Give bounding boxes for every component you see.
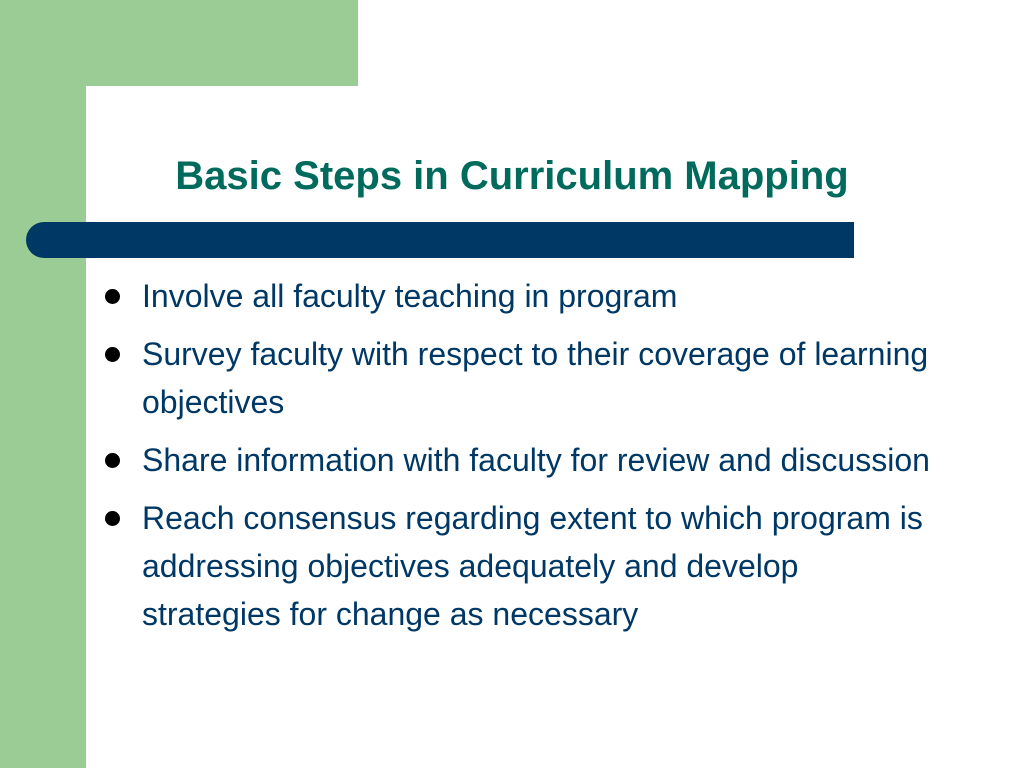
bullet-item (105, 330, 965, 426)
bullet-text: Survey faculty with respect to their coverage of learning objectives (142, 336, 929, 420)
bullet-item (105, 494, 965, 638)
bullet-item (105, 436, 965, 484)
bullet-item (105, 272, 965, 320)
bullet-dot-icon (105, 453, 120, 468)
title-underline-bar (26, 222, 854, 258)
bullet-dot-icon (105, 289, 120, 304)
bullet-dot-icon (105, 347, 120, 362)
bullet-dot-icon (105, 511, 120, 526)
slide-title: Basic Steps in Curriculum Mapping (175, 154, 849, 198)
bullet-text: Reach consensus regarding extent to which program is addressing objectives adequately and develop strategies for change as necessary (142, 500, 923, 632)
decorative-green-strip (0, 0, 86, 768)
bullet-text: Involve all faculty teaching in program (142, 278, 678, 314)
bullet-list (105, 272, 965, 648)
bullet-text: Share information with faculty for review and discussion (142, 442, 930, 478)
